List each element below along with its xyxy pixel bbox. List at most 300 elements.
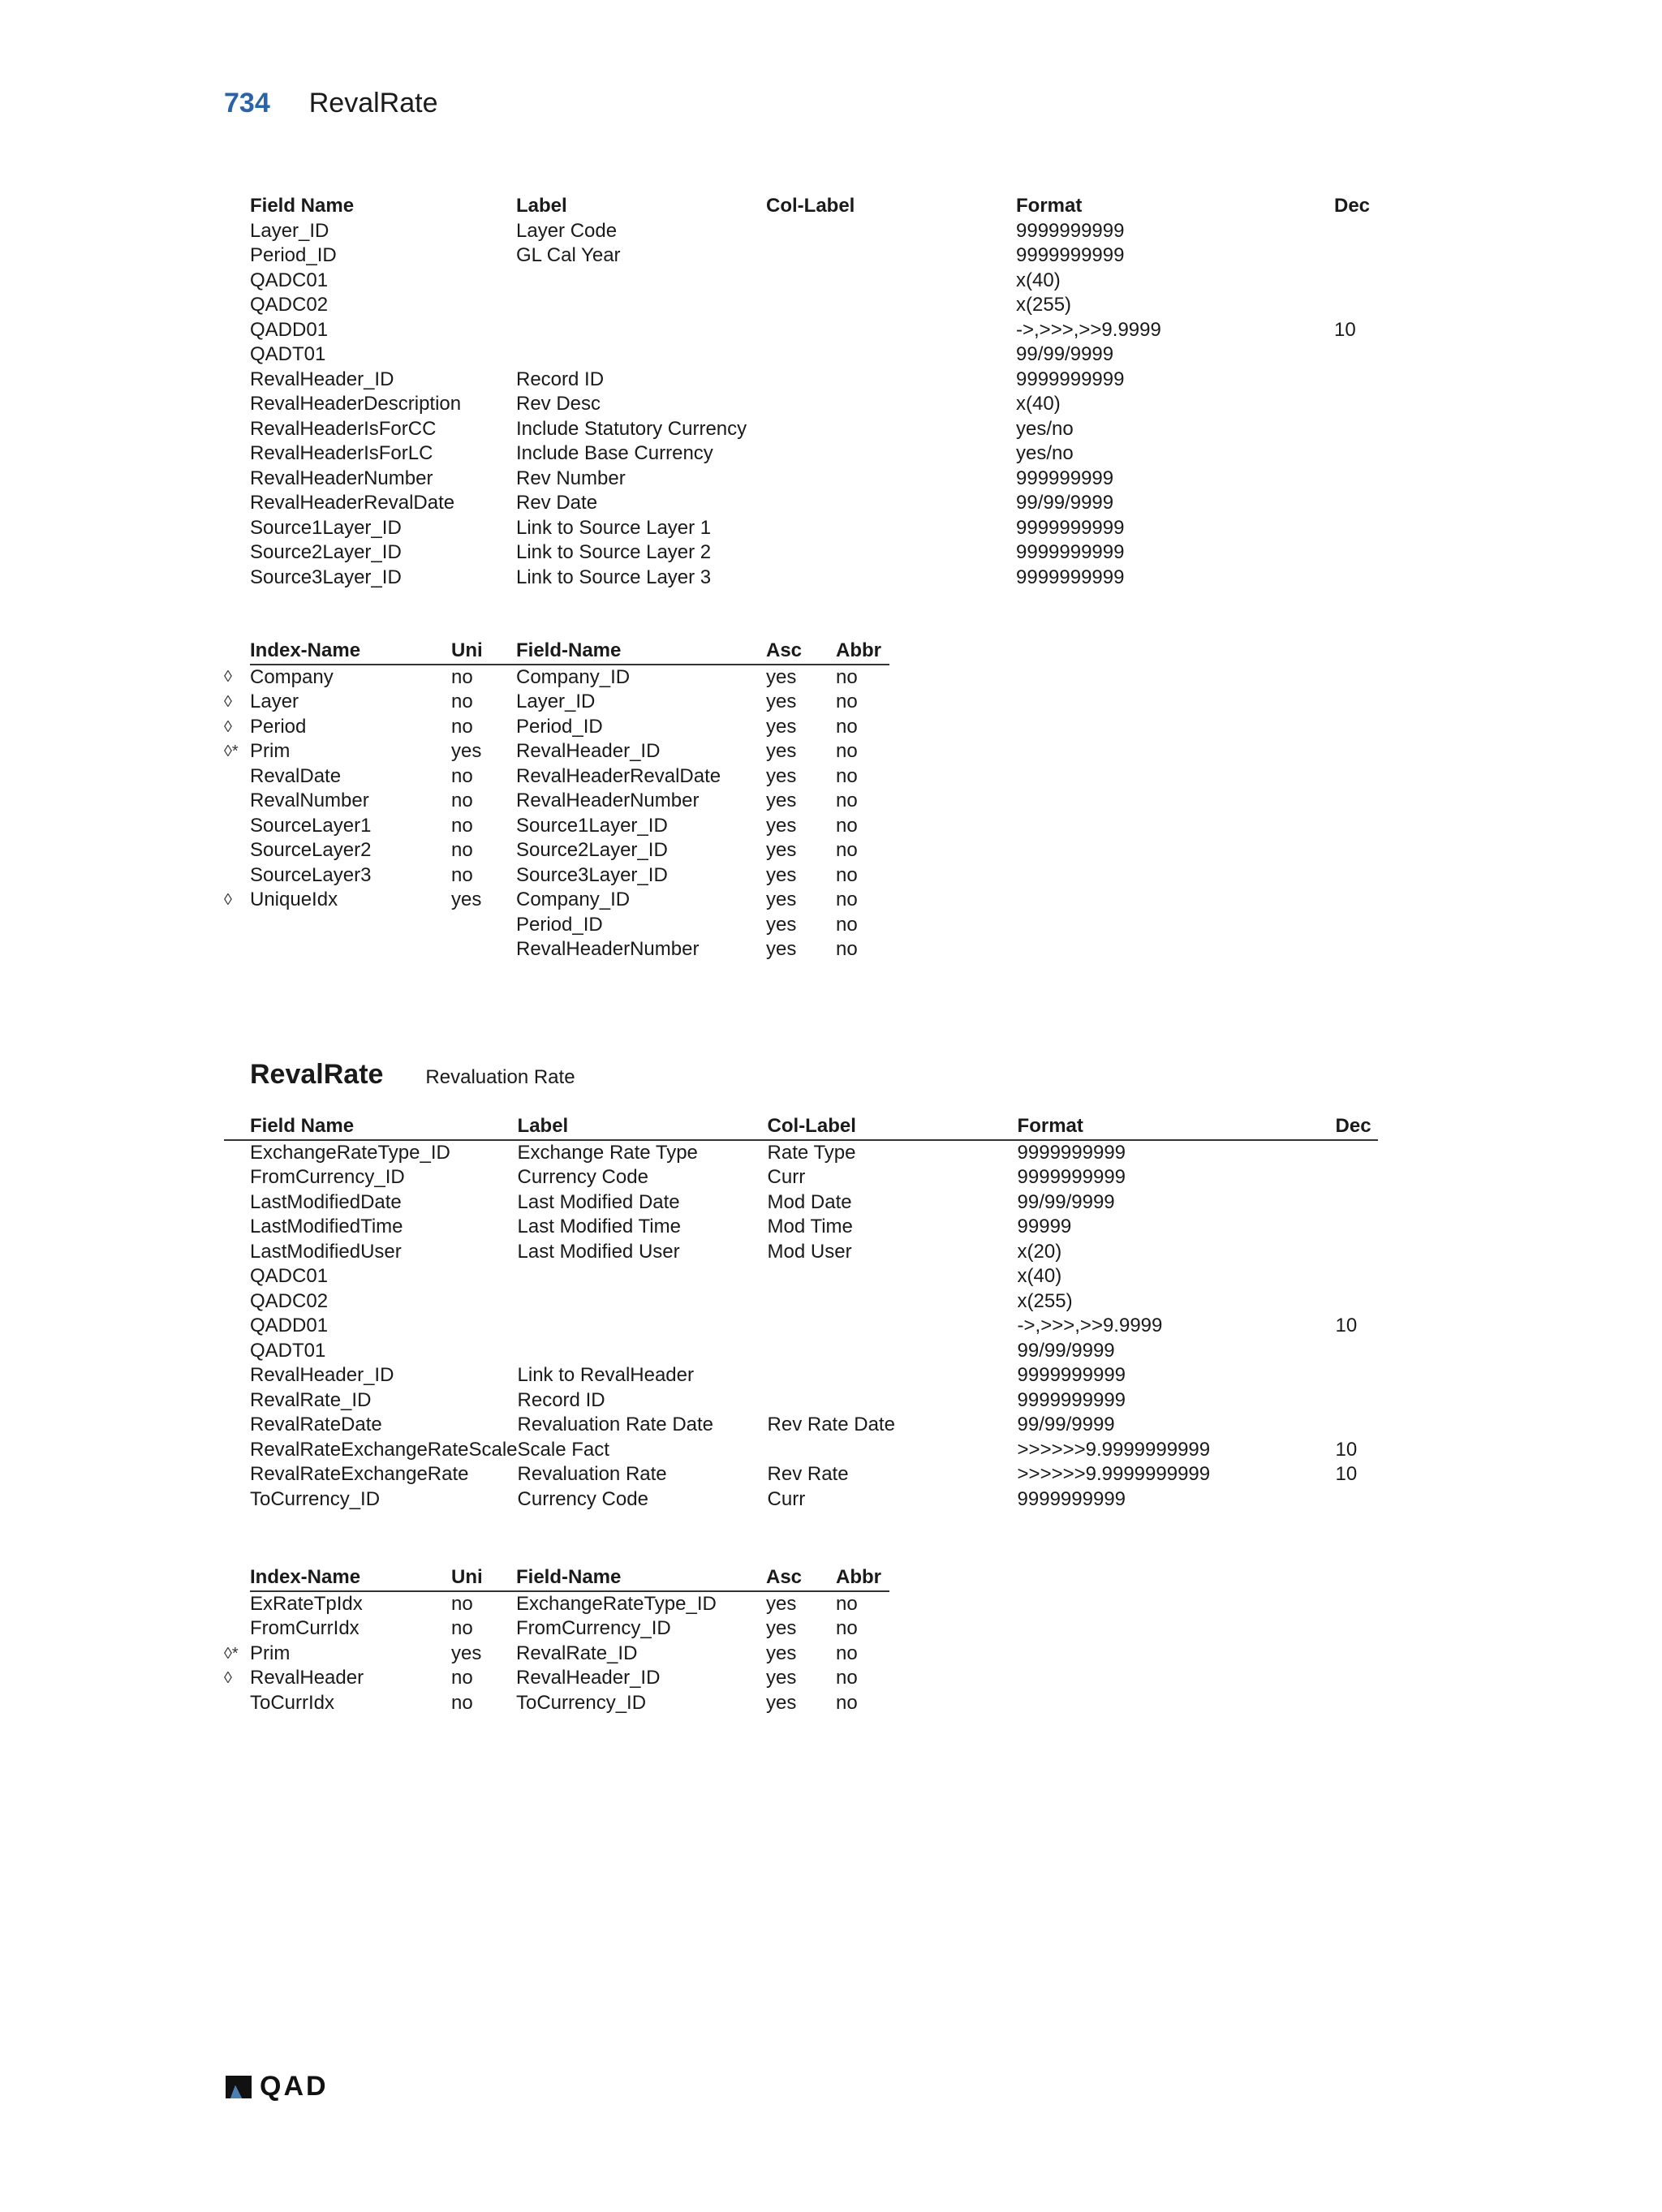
index-marker xyxy=(224,937,250,962)
table-cell: RevalHeader_ID xyxy=(250,1364,394,1386)
table-row xyxy=(224,1240,1378,1265)
table-cell: Company_ID xyxy=(516,889,631,910)
table-cell: Source2Layer_ID xyxy=(516,839,668,861)
table-cell: 99/99/9999 xyxy=(1017,1339,1115,1362)
table-cell: no xyxy=(451,715,473,738)
table-cell: no xyxy=(836,814,858,837)
table-cell: Rev Rate Date xyxy=(767,1414,895,1435)
index-marker xyxy=(224,913,250,938)
table-row xyxy=(224,293,1376,318)
table-cell: no xyxy=(836,1592,858,1615)
table-cell: 9999999999 xyxy=(1016,244,1125,266)
column-header: Col-Label xyxy=(766,195,855,217)
table-cell: Include Statutory Currency xyxy=(516,417,747,440)
table-cell: no xyxy=(836,938,858,960)
table-cell xyxy=(766,491,1016,516)
table-cell: yes xyxy=(766,691,797,712)
table-cell xyxy=(766,566,1016,591)
table-cell xyxy=(766,219,1016,244)
table-row xyxy=(224,368,1376,393)
table-cell: Link to Source Layer 1 xyxy=(516,516,712,539)
table-cell xyxy=(1336,1289,1378,1315)
table-cell: no xyxy=(451,1617,473,1639)
table-row xyxy=(224,1388,1378,1414)
column-header: Asc xyxy=(766,1565,836,1591)
table-cell: Last Modified Time xyxy=(517,1216,681,1237)
table-cell xyxy=(1336,1339,1378,1364)
table-cell: Revaluation Rate xyxy=(517,1463,667,1485)
column-header: Dec xyxy=(1334,195,1371,217)
table-cell: 9999999999 xyxy=(1017,1364,1126,1386)
table-cell: 9999999999 xyxy=(1017,1388,1126,1411)
table-cell: yes xyxy=(766,715,797,738)
table-cell: no xyxy=(836,889,858,910)
table-cell xyxy=(766,368,1016,393)
table-row xyxy=(224,1616,889,1642)
table-cell: no xyxy=(836,740,858,762)
table-cell: 10 xyxy=(1335,1463,1358,1485)
table-cell: x(40) xyxy=(1016,269,1061,291)
table-row xyxy=(224,516,1376,541)
table-cell: yes xyxy=(766,665,797,688)
column-header: Label xyxy=(518,1114,768,1140)
table-cell: Link to RevalHeader xyxy=(517,1364,694,1386)
column-header: Abbr xyxy=(836,1565,889,1591)
table-cell: no xyxy=(451,764,473,787)
table-cell: Revaluation Rate Date xyxy=(517,1414,714,1435)
table-cell: no xyxy=(836,715,858,738)
table-cell xyxy=(766,342,1016,368)
table-cell xyxy=(1336,1240,1378,1265)
table-cell xyxy=(1334,417,1376,442)
table-row xyxy=(224,392,1376,417)
index-marker xyxy=(224,814,250,839)
table-cell xyxy=(1334,269,1376,294)
table-cell: no xyxy=(451,691,473,712)
table-cell: SourceLayer1 xyxy=(250,814,372,837)
table-cell: Last Modified User xyxy=(517,1240,680,1263)
table-cell: SourceLayer2 xyxy=(250,839,372,861)
column-header: Field-Name xyxy=(516,1565,766,1591)
table-cell xyxy=(516,269,766,294)
table-cell: Prim xyxy=(250,740,291,762)
index-marker xyxy=(224,1591,250,1617)
table-cell: yes xyxy=(766,839,797,861)
table-cell: RevalHeaderNumber xyxy=(516,790,700,811)
table-row xyxy=(224,937,889,962)
table-row xyxy=(224,1264,1378,1289)
table-cell: Scale Fact xyxy=(517,1438,609,1461)
table-cell: RevalHeaderRevalDate xyxy=(516,764,721,787)
index-marker: ◊ xyxy=(224,891,232,909)
table-cell: >>>>>>9.9999999999 xyxy=(1017,1463,1211,1485)
table-cell: Source3Layer_ID xyxy=(250,566,402,588)
table-cell xyxy=(768,1339,1018,1364)
column-header: Format xyxy=(1016,195,1083,217)
table-row xyxy=(224,1691,889,1716)
table-cell: yes/no xyxy=(1016,417,1074,440)
table-cell: ToCurrency_ID xyxy=(250,1487,381,1510)
index-marker xyxy=(224,863,250,889)
table-cell: yes xyxy=(766,913,797,936)
column-header: Index-Name xyxy=(250,1565,451,1591)
table-cell xyxy=(250,937,451,962)
table-cell xyxy=(1334,219,1376,244)
table-cell: x(20) xyxy=(1017,1240,1062,1263)
column-header: Uni xyxy=(451,1565,516,1591)
index-marker xyxy=(224,789,250,814)
table-cell: Record ID xyxy=(516,368,605,390)
table-cell xyxy=(1336,1388,1378,1414)
index-marker: ◊* xyxy=(224,1644,239,1663)
revalrate-index-table xyxy=(224,1565,889,1715)
page-number: 734 xyxy=(224,88,270,118)
table-cell xyxy=(516,342,766,368)
table-row xyxy=(224,764,889,790)
index-marker xyxy=(224,1616,250,1642)
revalheader-index-table xyxy=(224,639,889,962)
table-cell: no xyxy=(451,665,473,688)
table-cell xyxy=(250,913,451,938)
table-cell: 9999999999 xyxy=(1016,219,1125,242)
table-cell xyxy=(768,1289,1018,1315)
table-cell: Rev Desc xyxy=(516,393,601,415)
table-cell: Include Base Currency xyxy=(516,442,713,464)
table-cell: Source1Layer_ID xyxy=(250,516,402,539)
revalrate-fields-table xyxy=(224,1114,1378,1512)
table-cell xyxy=(1334,342,1376,368)
table-cell: QADD01 xyxy=(250,1315,329,1336)
table-cell: 10 xyxy=(1335,1438,1358,1461)
table-row xyxy=(224,913,889,938)
table-row xyxy=(224,1140,1378,1166)
table-row xyxy=(224,540,1376,566)
table-header-row xyxy=(224,1565,889,1591)
table-row xyxy=(224,690,889,715)
table-cell: LastModifiedDate xyxy=(250,1190,402,1213)
table-cell: QADC01 xyxy=(250,269,329,291)
table-row xyxy=(224,838,889,863)
table-row xyxy=(224,863,889,889)
index-marker xyxy=(224,838,250,863)
table-cell xyxy=(766,467,1016,492)
table-cell xyxy=(1334,392,1376,417)
table-cell: QADC01 xyxy=(250,1265,329,1287)
table-cell: RevalRateExchangeRateScale xyxy=(250,1438,518,1461)
table-cell: ExchangeRateType_ID xyxy=(516,1592,717,1615)
table-cell xyxy=(518,1314,768,1339)
table-cell: yes xyxy=(451,1642,482,1664)
table-cell: x(40) xyxy=(1016,393,1061,415)
table-cell: yes xyxy=(766,764,797,787)
table-cell xyxy=(766,318,1016,343)
table-cell: Currency Code xyxy=(517,1166,648,1188)
column-header: Col-Label xyxy=(768,1114,1018,1140)
table-cell: no xyxy=(836,1691,858,1714)
table-cell: QADT01 xyxy=(250,343,326,365)
table-cell xyxy=(1336,1215,1378,1240)
table-cell: Prim xyxy=(250,1642,291,1664)
table-row xyxy=(224,219,1376,244)
table-cell: no xyxy=(836,691,858,712)
table-cell: no xyxy=(836,665,858,688)
table-row xyxy=(224,318,1376,343)
table-cell: UniqueIdx xyxy=(250,889,338,910)
table-cell: no xyxy=(451,1667,473,1689)
table-row xyxy=(224,1642,889,1667)
table-cell: yes xyxy=(766,1592,797,1615)
table-cell xyxy=(766,516,1016,541)
table-cell: 99999 xyxy=(1017,1216,1072,1237)
table-cell xyxy=(1336,1190,1378,1216)
table-cell: RevalRate_ID xyxy=(250,1388,372,1411)
table-cell xyxy=(768,1363,1018,1388)
table-cell: Link to Source Layer 3 xyxy=(516,566,712,588)
table-cell: Source1Layer_ID xyxy=(516,814,668,837)
table-cell: ExRateTpIdx xyxy=(250,1592,363,1615)
table-cell: Mod Date xyxy=(767,1190,852,1213)
table-cell: Link to Source Layer 2 xyxy=(516,541,712,563)
table-cell xyxy=(1334,293,1376,318)
table-cell xyxy=(518,1339,768,1364)
table-cell: no xyxy=(836,790,858,811)
table-cell: RevalHeaderIsForCC xyxy=(250,417,437,440)
table-cell xyxy=(766,243,1016,269)
table-cell: no xyxy=(836,913,858,936)
table-cell: no xyxy=(836,839,858,861)
page-header xyxy=(224,88,437,119)
qad-logo-icon xyxy=(224,2074,253,2100)
table-cell: yes/no xyxy=(1016,442,1074,464)
table-cell: ExchangeRateType_ID xyxy=(250,1141,450,1164)
table-row xyxy=(224,739,889,764)
table-cell: x(40) xyxy=(1017,1265,1062,1287)
index-marker: ◊* xyxy=(224,742,239,760)
table-cell xyxy=(766,441,1016,467)
table-cell: Layer_ID xyxy=(516,691,596,712)
table-cell xyxy=(451,937,516,962)
index-marker: ◊ xyxy=(224,693,232,711)
table-cell: QADD01 xyxy=(250,318,329,341)
table-cell xyxy=(1336,1487,1378,1513)
table-cell: yes xyxy=(766,790,797,811)
table-cell: FromCurrIdx xyxy=(250,1617,360,1639)
table-header-row xyxy=(224,1114,1378,1140)
table-header-row xyxy=(224,639,889,665)
table-cell: 9999999999 xyxy=(1016,566,1125,588)
table-cell xyxy=(1334,516,1376,541)
table-cell: Layer_ID xyxy=(250,219,329,242)
column-header: Abbr xyxy=(836,639,889,665)
table-cell: Exchange Rate Type xyxy=(517,1141,698,1164)
table-cell: Last Modified Date xyxy=(517,1190,680,1213)
table-cell: no xyxy=(451,790,473,811)
table-cell: Curr xyxy=(767,1487,806,1510)
table-cell: Mod User xyxy=(767,1240,852,1263)
table-cell xyxy=(516,318,766,343)
table-cell: yes xyxy=(766,1691,797,1714)
table-cell xyxy=(518,1289,768,1315)
table-cell xyxy=(516,293,766,318)
table-cell: no xyxy=(451,814,473,837)
table-cell: no xyxy=(451,1592,473,1615)
table-cell: RevalHeaderNumber xyxy=(250,467,433,489)
table-cell: Period_ID xyxy=(250,244,337,266)
table-cell: 99/99/9999 xyxy=(1016,492,1114,514)
table-cell xyxy=(518,1264,768,1289)
table-cell: LastModifiedUser xyxy=(250,1240,402,1263)
table-cell: 999999999 xyxy=(1016,467,1114,489)
table-cell: yes xyxy=(766,740,797,762)
table-cell: no xyxy=(451,839,473,861)
column-header: Format xyxy=(1018,1114,1336,1140)
column-header: Label xyxy=(516,195,567,217)
table-cell: Source2Layer_ID xyxy=(250,541,402,563)
table-cell xyxy=(1336,1140,1378,1166)
table-cell: Layer xyxy=(250,691,299,712)
table-row xyxy=(224,1190,1378,1216)
table-row xyxy=(224,1462,1378,1487)
table-cell: ->,>>>,>>9.9999 xyxy=(1016,318,1161,341)
table-section-title xyxy=(250,1059,575,1091)
logo-text: QAD xyxy=(260,2071,329,2102)
table-description: Revaluation Rate xyxy=(425,1066,575,1088)
column-header: Uni xyxy=(451,639,516,665)
column-header: Asc xyxy=(766,639,836,665)
table-cell: RevalHeader_ID xyxy=(516,1667,661,1689)
index-marker: ◊ xyxy=(224,668,232,686)
table-cell xyxy=(768,1438,1018,1463)
table-cell: 9999999999 xyxy=(1016,541,1125,563)
table-cell: Company_ID xyxy=(516,665,631,688)
table-cell xyxy=(766,392,1016,417)
column-header: Field Name xyxy=(250,1114,518,1140)
table-row xyxy=(224,789,889,814)
table-cell: 9999999999 xyxy=(1017,1166,1126,1188)
table-cell: QADT01 xyxy=(250,1339,326,1362)
table-cell: Layer Code xyxy=(516,219,618,242)
table-cell: ->,>>>,>>9.9999 xyxy=(1017,1315,1163,1336)
table-cell: RevalHeaderNumber xyxy=(516,938,700,960)
table-cell: x(255) xyxy=(1017,1289,1073,1312)
table-cell: yes xyxy=(451,740,482,762)
table-cell: Period xyxy=(250,715,307,738)
index-marker: ◊ xyxy=(224,717,232,736)
table-cell: no xyxy=(451,1691,473,1714)
table-cell: Mod Time xyxy=(767,1216,853,1237)
column-header: Dec xyxy=(1336,1114,1378,1140)
table-cell: Rate Type xyxy=(767,1141,856,1164)
table-cell: RevalHeader_ID xyxy=(250,368,394,390)
table-row xyxy=(224,1666,889,1691)
table-row xyxy=(224,1363,1378,1388)
table-cell: QADC02 xyxy=(250,1289,329,1312)
table-row xyxy=(224,715,889,740)
table-cell xyxy=(1336,1165,1378,1190)
table-cell: yes xyxy=(766,814,797,837)
table-cell: no xyxy=(451,863,473,886)
table-row xyxy=(224,1487,1378,1513)
table-row xyxy=(224,1215,1378,1240)
table-row xyxy=(224,342,1376,368)
table-cell: RevalDate xyxy=(250,764,342,787)
table-row xyxy=(224,566,1376,591)
table-cell xyxy=(1336,1363,1378,1388)
table-cell xyxy=(1336,1413,1378,1438)
table-row xyxy=(224,1339,1378,1364)
table-cell xyxy=(1334,467,1376,492)
table-cell: RevalNumber xyxy=(250,790,369,811)
table-row xyxy=(224,814,889,839)
table-cell xyxy=(1334,368,1376,393)
table-cell: no xyxy=(836,764,858,787)
table-row xyxy=(224,269,1376,294)
column-header: Field-Name xyxy=(516,639,766,665)
table-cell: RevalRateDate xyxy=(250,1414,382,1435)
table-row xyxy=(224,467,1376,492)
table-row xyxy=(224,1591,889,1617)
table-cell xyxy=(1334,491,1376,516)
table-cell: Period_ID xyxy=(516,913,603,936)
table-cell: SourceLayer3 xyxy=(250,863,372,886)
table-row xyxy=(224,417,1376,442)
table-cell xyxy=(766,540,1016,566)
table-cell: 9999999999 xyxy=(1016,368,1125,390)
table-cell xyxy=(1336,1264,1378,1289)
table-cell xyxy=(766,417,1016,442)
table-cell xyxy=(766,269,1016,294)
table-cell: LastModifiedTime xyxy=(250,1216,403,1237)
table-row xyxy=(224,665,889,691)
table-cell: 99/99/9999 xyxy=(1017,1190,1115,1213)
table-cell: x(255) xyxy=(1016,294,1072,316)
table-name: RevalRate xyxy=(250,1059,384,1090)
table-cell: RevalHeaderDescription xyxy=(250,393,462,415)
table-cell xyxy=(768,1314,1018,1339)
table-row xyxy=(224,491,1376,516)
table-row xyxy=(224,1413,1378,1438)
table-row xyxy=(224,1438,1378,1463)
table-cell xyxy=(768,1388,1018,1414)
table-cell: QADC02 xyxy=(250,294,329,316)
table-cell: FromCurrency_ID xyxy=(250,1166,405,1188)
table-cell: yes xyxy=(451,889,482,910)
table-cell: 99/99/9999 xyxy=(1016,343,1114,365)
table-cell: Rev Rate xyxy=(767,1463,849,1485)
table-row xyxy=(224,441,1376,467)
table-cell: ToCurrency_ID xyxy=(516,1691,647,1714)
table-cell: RevalHeader_ID xyxy=(516,740,661,762)
table-cell: RevalHeaderIsForLC xyxy=(250,442,433,464)
table-row xyxy=(224,1314,1378,1339)
table-cell: no xyxy=(836,1617,858,1639)
table-cell: >>>>>>9.9999999999 xyxy=(1017,1438,1211,1461)
table-cell: Rev Date xyxy=(516,492,598,514)
table-cell: yes xyxy=(766,863,797,886)
table-cell: FromCurrency_ID xyxy=(516,1617,671,1639)
revalheader-fields-table xyxy=(224,194,1376,590)
table-cell: ToCurrIdx xyxy=(250,1691,335,1714)
table-cell: 9999999999 xyxy=(1017,1141,1126,1164)
table-row xyxy=(224,1165,1378,1190)
table-cell: 9999999999 xyxy=(1017,1487,1126,1510)
index-marker xyxy=(224,764,250,790)
table-cell xyxy=(451,913,516,938)
index-marker xyxy=(224,1691,250,1716)
table-row xyxy=(224,1289,1378,1315)
table-row xyxy=(224,888,889,913)
table-cell: Company xyxy=(250,665,334,688)
